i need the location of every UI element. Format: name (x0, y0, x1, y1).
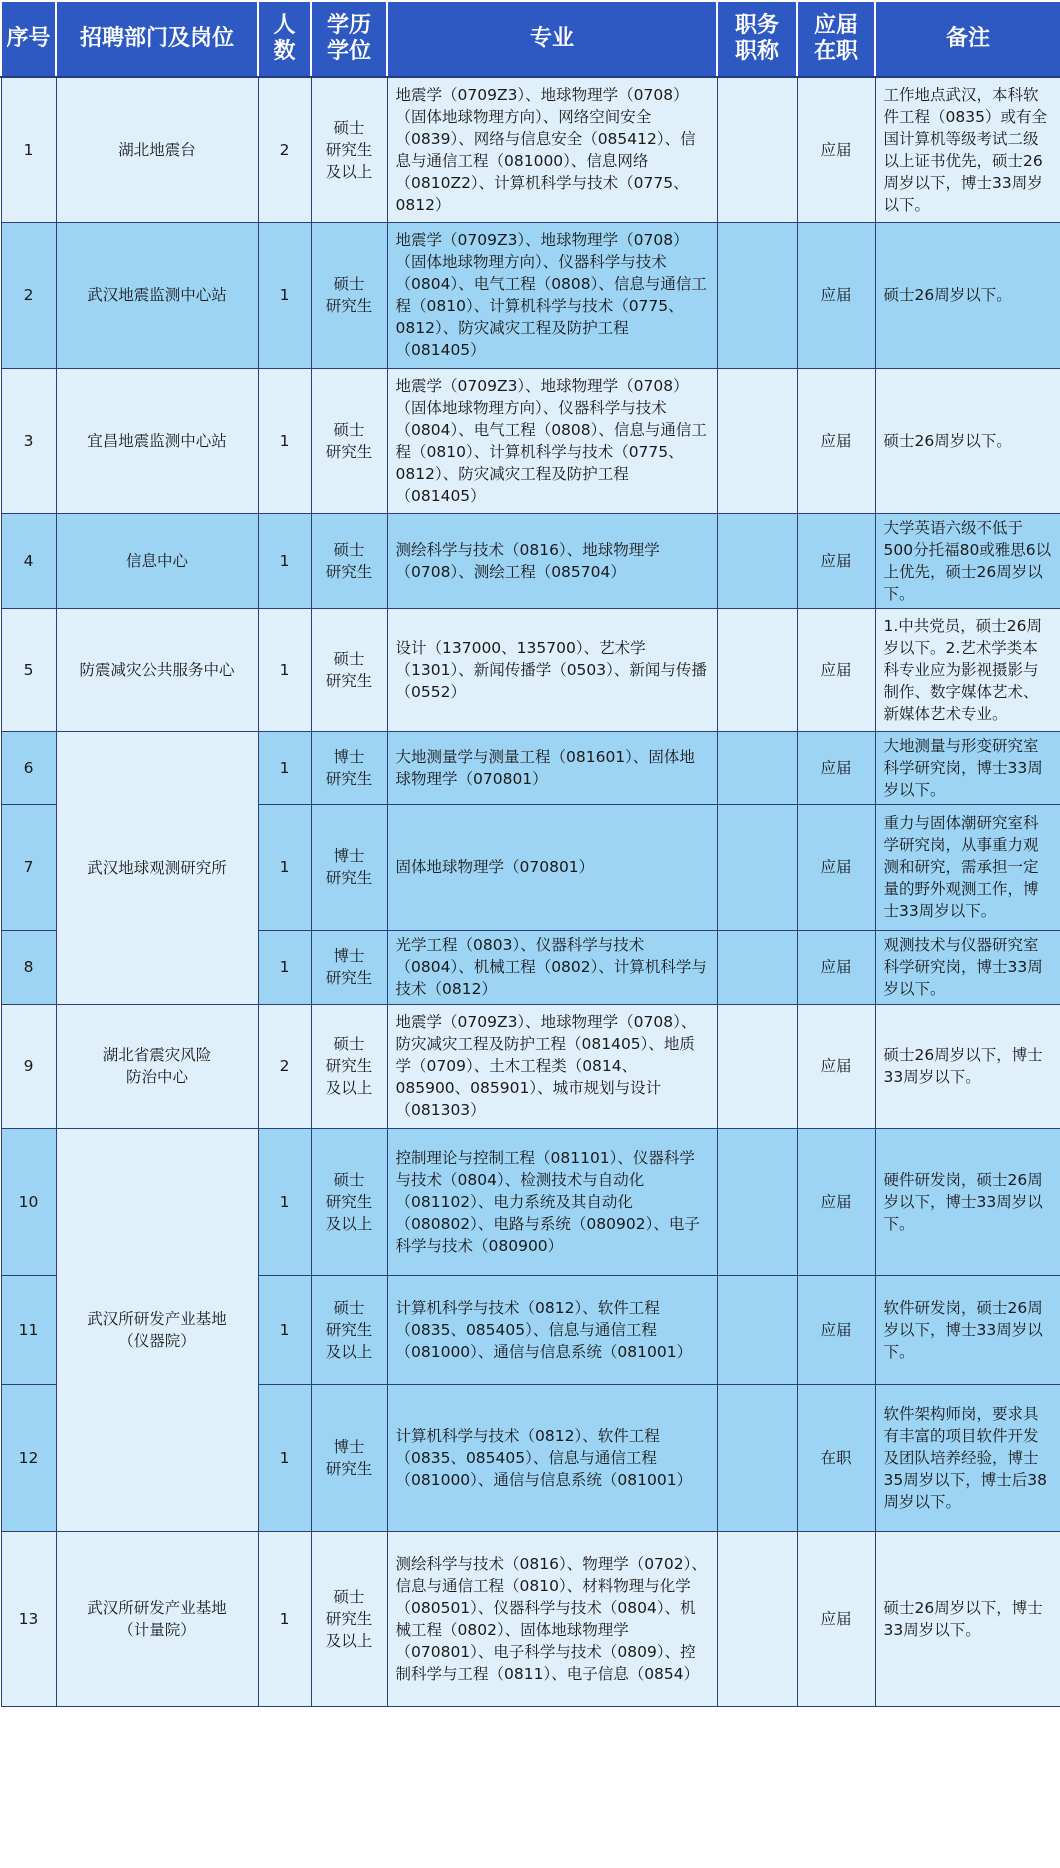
cell-note: 大地测量与形变研究室科学研究岗，博士33周岁以下。 (875, 731, 1060, 804)
cell-edu (311, 1531, 387, 1706)
cell-edu (311, 513, 387, 608)
edu-line: 研究生 (325, 1459, 373, 1478)
cell-note: 硕士26周岁以下。 (875, 222, 1060, 368)
edu-line: 博士 (333, 747, 365, 766)
cell-note: 硕士26周岁以下，博士33周岁以下。 (875, 1531, 1060, 1706)
cell-note: 硕士26周岁以下，博士33周岁以下。 (875, 1004, 1060, 1128)
header-title (717, 1, 797, 77)
cell-edu (311, 1275, 387, 1384)
cell-no: 13 (1, 1531, 56, 1706)
edu-line: 硕士 (333, 649, 365, 668)
cell-title (717, 368, 797, 513)
edu-line: 研究生 (325, 869, 373, 887)
edu-line: 研究生 (325, 769, 373, 788)
edu-line: 研究生 (325, 442, 373, 461)
cell-major: 控制理论与控制工程（081101）、仪器科学与技术（0804）、检测技术与自动化（081102）、电力系统及其自动化（080802）、电路与系统（080902）、电子科学与技术（080900） (387, 1128, 717, 1275)
table-row (1, 1004, 1060, 1128)
cell-note: 观测技术与仪器研究室科学研究岗，博士33周岁以下。 (875, 930, 1060, 1004)
header-dept: 招聘部门及岗位 (56, 1, 258, 77)
cell-edu (311, 608, 387, 731)
edu-line: 研究生 (325, 1609, 373, 1628)
header-no: 序号 (1, 1, 56, 77)
cell-major: 地震学（0709Z3）、地球物理学（0708）（固体地球物理方向）、网络空间安全（0839）、网络与信息安全（085412）、信息与通信工程（081000）、信息网络（0810Z2）、计算机科学与技术（0775、0812） (387, 77, 717, 222)
cell-note: 1.中共党员，硕士26周岁以下。2.艺术学类本科专业应为影视摄影与制作、数字媒体艺术、新媒体艺术专业。 (875, 608, 1060, 731)
table-row (1, 222, 1060, 368)
cell-no: 10 (1, 1128, 56, 1275)
cell-note: 软件架构师岗，要求具有丰富的项目软件开发及团队培养经验，博士35周岁以下，博士后38周岁以下。 (875, 1384, 1060, 1531)
cell-no: 2 (1, 222, 56, 368)
cell-edu (311, 222, 387, 368)
cell-title (717, 513, 797, 608)
edu-line: 博士 (333, 1437, 365, 1456)
edu-line: 及以上 (325, 1631, 373, 1650)
table-row (1, 77, 1060, 222)
cell-status: 应届 (797, 608, 875, 731)
cell-status: 应届 (797, 731, 875, 804)
cell-count: 1 (258, 1531, 311, 1706)
cell-count: 1 (258, 804, 311, 930)
edu-line: 研究生 (325, 671, 373, 690)
edu-line: 及以上 (325, 162, 373, 181)
header-status-line-1: 应届 (813, 13, 858, 38)
cell-status: 应届 (797, 513, 875, 608)
edu-line: 硕士 (333, 118, 365, 137)
cell-major: 地震学（0709Z3）、地球物理学（0708）（固体地球物理方向）、仪器科学与技术（0804）、电气工程（0808）、信息与通信工程（0810）、计算机科学与技术（0775、0812）、防灾减灾工程及防护工程（081405） (387, 222, 717, 368)
cell-no: 5 (1, 608, 56, 731)
cell-major: 地震学（0709Z3）、地球物理学（0708）、防灾减灾工程及防护工程（081405）、地质学（0709）、土木工程类（0814、085900、085901）、城市规划与设计（081303） (387, 1004, 717, 1128)
cell-edu (311, 1384, 387, 1531)
header-major: 专业 (387, 1, 717, 77)
dept-line: 防治中心 (125, 1068, 188, 1086)
cell-no: 7 (1, 804, 56, 930)
cell-dept (56, 1128, 258, 1531)
edu-line: 及以上 (325, 1079, 373, 1097)
cell-note: 软件研发岗，硕士26周岁以下，博士33周岁以下。 (875, 1275, 1060, 1384)
cell-status: 应届 (797, 222, 875, 368)
cell-no: 9 (1, 1004, 56, 1128)
edu-line: 及以上 (325, 1214, 373, 1233)
edu-line: 研究生 (325, 140, 373, 159)
cell-edu (311, 930, 387, 1004)
cell-count: 1 (258, 608, 311, 731)
table-row (1, 513, 1060, 608)
edu-line: 硕士 (333, 1035, 365, 1053)
header-edu-line-1: 学历 (326, 13, 371, 38)
header-note: 备注 (875, 1, 1060, 77)
dept-line: 湖北省震灾风险 (102, 1046, 212, 1064)
cell-title (717, 222, 797, 368)
cell-note: 重力与固体潮研究室科学研究岗，从事重力观测和研究，需承担一定量的野外观测工作，博士33周岁以下。 (875, 804, 1060, 930)
cell-status: 应届 (797, 930, 875, 1004)
header-edu (311, 1, 387, 77)
cell-major: 固体地球物理学（070801） (387, 804, 717, 930)
cell-major: 测绘科学与技术（0816）、物理学（0702）、信息与通信工程（0810）、材料物理与化学（080501）、仪器科学与技术（0804）、机械工程（0802）、固体地球物理学（070801）、电子科学与技术（0809）、控制科学与工程（0811）、电子信息（0854） (387, 1531, 717, 1706)
cell-title (717, 930, 797, 1004)
header-status (797, 1, 875, 77)
cell-no: 11 (1, 1275, 56, 1384)
cell-edu (311, 731, 387, 804)
edu-line: 研究生 (325, 1192, 373, 1211)
header-status-line-2: 在职 (813, 39, 858, 64)
cell-major: 设计（137000、135700）、艺术学（1301）、新闻传播学（0503）、新闻与传播（0552） (387, 608, 717, 731)
edu-line: 研究生 (325, 297, 373, 315)
cell-major: 计算机科学与技术（0812）、软件工程（0835、085405）、信息与通信工程（081000）、通信与信息系统（081001） (387, 1275, 717, 1384)
cell-dept: 武汉地球观测研究所 (56, 731, 258, 1004)
table-row (1, 1128, 1060, 1275)
cell-major: 大地测量学与测量工程（081601）、固体地球物理学（070801） (387, 731, 717, 804)
cell-count: 1 (258, 513, 311, 608)
edu-line: 硕士 (333, 275, 365, 293)
edu-line: 硕士 (333, 1298, 365, 1317)
cell-major: 计算机科学与技术（0812）、软件工程（0835、085405）、信息与通信工程（081000）、通信与信息系统（081001） (387, 1384, 717, 1531)
edu-line: 研究生 (325, 1057, 373, 1075)
edu-line: 博士 (333, 847, 365, 865)
cell-title (717, 1531, 797, 1706)
header-edu-line-2: 学位 (326, 39, 371, 64)
cell-title (717, 1004, 797, 1128)
cell-status: 应届 (797, 1531, 875, 1706)
edu-line: 硕士 (333, 1587, 365, 1606)
cell-edu (311, 77, 387, 222)
cell-edu (311, 804, 387, 930)
table-row (1, 1531, 1060, 1706)
table-row (1, 368, 1060, 513)
table-row (1, 731, 1060, 804)
dept-line: 武汉所研发产业基地 (87, 1598, 227, 1617)
cell-dept: 防震减灾公共服务中心 (56, 608, 258, 731)
cell-count: 2 (258, 1004, 311, 1128)
cell-no: 4 (1, 513, 56, 608)
cell-no: 1 (1, 77, 56, 222)
cell-note: 工作地点武汉，本科软件工程（0835）或有全国计算机等级考试二级以上证书优先，硕士26周岁以下，博士33周岁以下。 (875, 77, 1060, 222)
cell-dept: 宜昌地震监测中心站 (56, 368, 258, 513)
cell-title (717, 1384, 797, 1531)
cell-no: 3 (1, 368, 56, 513)
cell-dept: 信息中心 (56, 513, 258, 608)
edu-line: 研究生 (325, 1320, 373, 1339)
edu-line: 博士 (333, 947, 365, 965)
cell-status: 应届 (797, 1004, 875, 1128)
cell-count: 2 (258, 77, 311, 222)
cell-count: 1 (258, 930, 311, 1004)
dept-line: （仪器院） (118, 1331, 196, 1350)
cell-note: 大学英语六级不低于500分托福80或雅思6以上优先，硕士26周岁以下。 (875, 513, 1060, 608)
cell-edu (311, 1004, 387, 1128)
cell-dept (56, 1531, 258, 1706)
table-row (1, 608, 1060, 731)
cell-title (717, 1275, 797, 1384)
header-title-line-2: 职称 (734, 39, 779, 64)
cell-major: 地震学（0709Z3）、地球物理学（0708）（固体地球物理方向）、仪器科学与技术（0804）、电气工程（0808）、信息与通信工程（0810）、计算机科学与技术（0775、0812）、防灾减灾工程及防护工程（081405） (387, 368, 717, 513)
cell-status: 应届 (797, 1275, 875, 1384)
cell-edu (311, 1128, 387, 1275)
cell-count: 1 (258, 731, 311, 804)
dept-line: 武汉所研发产业基地 (87, 1309, 227, 1328)
cell-no: 12 (1, 1384, 56, 1531)
dept-line: （计量院） (118, 1620, 196, 1639)
cell-title (717, 731, 797, 804)
cell-dept: 湖北地震台 (56, 77, 258, 222)
cell-note: 硕士26周岁以下。 (875, 368, 1060, 513)
edu-line: 硕士 (333, 1170, 365, 1189)
cell-dept (56, 1004, 258, 1128)
header-title-line-1: 职务 (734, 13, 779, 38)
cell-count: 1 (258, 1128, 311, 1275)
cell-no: 8 (1, 930, 56, 1004)
cell-status: 应届 (797, 77, 875, 222)
cell-major: 光学工程（0803）、仪器科学与技术（0804）、机械工程（0802）、计算机科学与技术（0812） (387, 930, 717, 1004)
cell-count: 1 (258, 368, 311, 513)
cell-status: 应届 (797, 804, 875, 930)
header-count: 人数 (258, 1, 311, 77)
cell-note: 硬件研发岗，硕士26周岁以下，博士33周岁以下。 (875, 1128, 1060, 1275)
cell-no: 6 (1, 731, 56, 804)
edu-line: 研究生 (325, 969, 373, 987)
cell-major: 测绘科学与技术（0816）、地球物理学（0708）、测绘工程（085704） (387, 513, 717, 608)
cell-dept: 武汉地震监测中心站 (56, 222, 258, 368)
cell-title (717, 608, 797, 731)
cell-count: 1 (258, 1275, 311, 1384)
edu-line: 研究生 (325, 562, 373, 581)
cell-count: 1 (258, 222, 311, 368)
cell-edu (311, 368, 387, 513)
edu-line: 硕士 (333, 540, 365, 559)
header-row (1, 1, 1060, 77)
cell-title (717, 804, 797, 930)
cell-status: 应届 (797, 1128, 875, 1275)
edu-line: 硕士 (333, 420, 365, 439)
edu-line: 及以上 (325, 1342, 373, 1361)
cell-count: 1 (258, 1384, 311, 1531)
cell-status: 在职 (797, 1384, 875, 1531)
cell-title (717, 77, 797, 222)
cell-title (717, 1128, 797, 1275)
cell-status: 应届 (797, 368, 875, 513)
